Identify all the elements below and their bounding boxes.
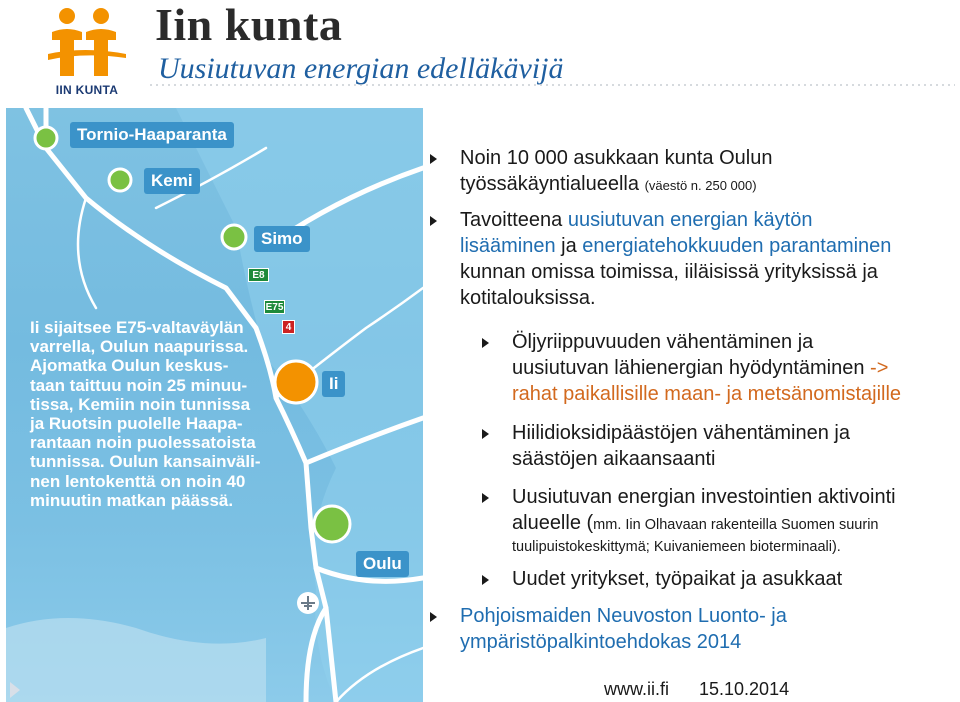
- bullet-text: Uusiutuvan energian investointien aktivointi: [512, 486, 896, 508]
- bullet-note: (väestö n. 250 000): [644, 178, 757, 193]
- kemi-marker: [109, 169, 131, 191]
- footer-url[interactable]: www.ii.fi: [604, 679, 670, 699]
- slide-nav-arrow-icon[interactable]: [10, 682, 20, 698]
- oulu-marker: [314, 506, 350, 542]
- bullet-note: mm. Iin Olhavaan rakenteilla Suomen suurin: [593, 517, 879, 533]
- bullet-population: [460, 145, 772, 197]
- bullet-arrow-icon: [430, 612, 437, 622]
- road-sign-4: 4: [282, 320, 295, 334]
- city-simo-label: Simo: [254, 226, 310, 252]
- bullet-text: kunnan omissa toimissa, iiläisissä yrityksissä ja: [460, 261, 878, 283]
- bullet-text: Uudet yritykset, työpaikat ja asukkaat: [512, 568, 843, 590]
- page-subtitle: Uusiutuvan energian edelläkävijä: [158, 52, 564, 85]
- bullet-highlight: uusiutuvan energian käytön: [567, 209, 813, 231]
- sub-bullet-co2: [512, 420, 850, 472]
- logo-text: IIN KUNTA: [55, 83, 119, 97]
- bullet-arrow-icon: [430, 216, 437, 226]
- bullet-highlight: rahat paikallisille maan- ja metsänomistajille: [512, 383, 902, 405]
- map-description-line: Ii sijaitsee E75-valtaväylän: [30, 318, 244, 337]
- bullet-text: Tavoitteena: [460, 209, 568, 231]
- road-sign-e75: E75: [265, 302, 284, 313]
- bullet-text: ja: [555, 235, 583, 257]
- page-title: Iin kunta: [155, 0, 343, 50]
- bullet-highlight: Pohjoismaiden Neuvoston Luonto- ja: [460, 605, 787, 627]
- bullet-text: säästöjen aikaansaanti: [512, 448, 716, 470]
- bullet-text: alueelle (: [512, 512, 594, 534]
- map-description-line: tunnissa. Oulun kansainväli-: [30, 452, 261, 472]
- bullet-text: Öljyriippuvuuden vähentäminen ja: [512, 331, 814, 353]
- city-kemi-label: Kemi: [144, 168, 200, 194]
- city-tornio-label: Tornio-Haaparanta: [70, 122, 234, 148]
- bullet-text: Hiilidioksidipäästöjen vähentäminen ja: [512, 422, 850, 444]
- map-description-line: varrella, Oulun naapurissa.: [30, 337, 249, 357]
- sub-bullet-investments: [512, 484, 896, 558]
- sub-bullet-oil: [512, 329, 901, 407]
- city-ii-label: Ii: [322, 371, 345, 397]
- map-description-line: nen lentokenttä on noin 40: [30, 471, 246, 491]
- ii-marker: [275, 361, 317, 403]
- bullet-award: [460, 603, 787, 655]
- bullet-highlight: lisääminen: [460, 235, 556, 257]
- sub-bullet-arrow-icon: [482, 575, 489, 585]
- bullet-highlight: ympäristöpalkintoehdokas 2014: [460, 631, 742, 653]
- header-divider: [0, 82, 960, 88]
- tornio-marker: [35, 127, 57, 149]
- bullet-highlight: energiatehokkuuden parantaminen: [582, 235, 892, 257]
- map-description-line: minuutin matkan päässä.: [30, 490, 234, 510]
- map-description-line: Ajomatka Oulun keskus-: [30, 356, 229, 376]
- map-description: [30, 318, 280, 510]
- simo-marker: [222, 225, 246, 249]
- bullet-text: Noin 10 000 asukkaan kunta Oulun: [460, 147, 773, 169]
- map-description-line: rantaan noin puolessatoista: [30, 433, 256, 453]
- bullet-text: työssäkäyntialueella: [460, 173, 645, 195]
- ii-logo-icon: [44, 6, 130, 84]
- road-sign-e8: E8: [248, 268, 269, 282]
- city-oulu-label: Oulu: [356, 551, 409, 577]
- sub-bullet-arrow-icon: [482, 493, 489, 503]
- map-description-line: taan taittuu noin 25 minuu-: [30, 375, 248, 395]
- sub-bullet-arrow-icon: [482, 338, 489, 348]
- bullet-goal: [460, 207, 891, 311]
- bullet-text: kotitalouksissa.: [460, 287, 596, 309]
- sub-bullet-arrow-icon: [482, 429, 489, 439]
- bullet-arrow-icon: [430, 154, 437, 164]
- bullet-note: tuulipuistokeskittymä; Kuivaniemeen bioterminaali).: [512, 539, 841, 555]
- region-map: [6, 108, 423, 702]
- map-description-line: tissa, Kemiin noin tunnissa: [30, 394, 251, 414]
- bullet-highlight: ->: [870, 357, 889, 379]
- sub-bullet-growth: [512, 566, 842, 592]
- footer-date: 15.10.2014: [699, 679, 790, 699]
- map-description-line: ja Ruotsin puolelle Haapa-: [30, 414, 243, 434]
- bullet-text: uusiutuvan lähienergian hyödyntäminen: [512, 357, 871, 379]
